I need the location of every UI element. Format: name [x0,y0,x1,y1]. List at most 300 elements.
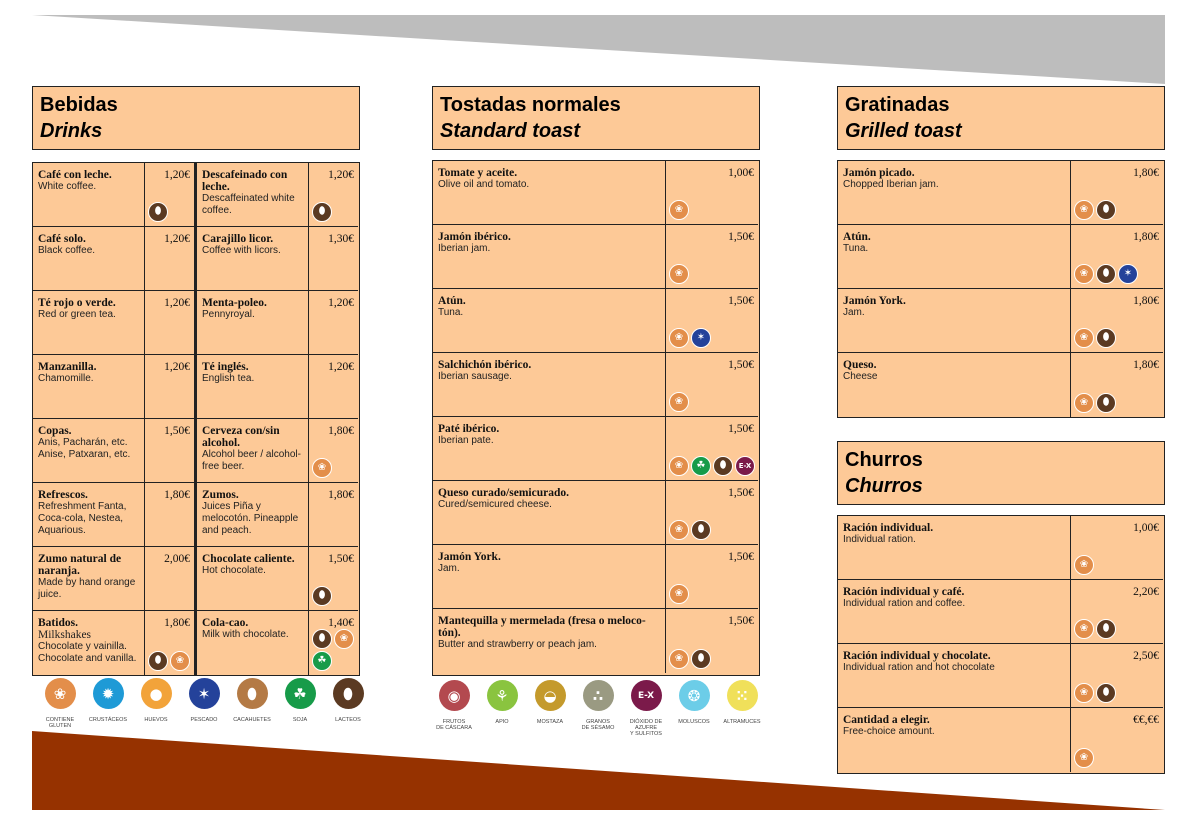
item-name-text: Té rojo o verde. [38,297,116,309]
item-description: Anis, Pacharán, etc. Anise, Patxaran, etc. [38,437,131,460]
item-name-text: Chocolate caliente. [202,553,295,565]
menu-item [838,225,1071,289]
menu-item [145,547,197,611]
item-name [38,553,142,601]
item-name-text: Menta-poleo. [202,297,267,309]
item-name-text: Carajillo licor. [202,233,274,245]
menu-item [145,611,197,675]
item-name [38,169,142,193]
item-name-text: Jamón ibérico. [438,231,511,243]
item-description: Alcohol beer / alcohol-free beer. [202,449,301,472]
gluten-icon: ❀ [170,651,190,671]
item-price: 1,80€ [328,489,354,501]
menu-item [33,611,145,675]
legend-item [622,680,670,737]
allergen-icons [669,264,758,284]
sulf-icon: E-X [735,456,755,476]
item-name-text: Salchichón ibérico. [438,359,532,371]
item-description: Tuna. [438,307,464,318]
allergen-icons [1074,328,1163,348]
crustacean-icon: ✹ [93,678,124,709]
menu-item [433,353,666,417]
item-description: Jam. [438,563,460,574]
menu-item [433,545,666,609]
item-description: Chocolate y vainilla. Chocolate and vanilla. [38,641,137,664]
item-price: 1,00€ [728,167,754,179]
sesame-icon: ∴ [583,680,614,711]
menu-item [838,708,1071,772]
legend-label: LACTEOS [335,717,361,723]
item-price: 1,30€ [328,233,354,245]
fish-icon: ✶ [1118,264,1138,284]
allergen-icons [669,649,758,669]
menu-item [197,227,309,291]
menu-item [838,516,1071,580]
legend-item [430,680,478,737]
item-name [438,487,663,511]
item-description: Descaffeinated white coffee. [202,193,295,216]
item-description: Olive oil and tomato. [438,179,530,190]
bebidas-title: Bebidas [40,94,118,116]
milk-icon: ⬮ [1096,683,1116,703]
item-name-text: Té inglés. [202,361,249,373]
item-name [202,489,306,537]
menu-item [145,419,197,483]
item-desc-serif: Milkshakes [38,629,92,641]
gluten-icon: ❀ [45,678,76,709]
item-name [38,297,142,321]
item-price: 1,80€ [164,617,190,629]
gluten-icon: ❀ [1074,393,1094,413]
milk-icon: ⬮ [333,678,364,709]
legend-item [180,678,228,729]
item-name-text: Zumo natural de naranja. [38,553,122,577]
item-description: Individual ration and coffee. [843,598,966,609]
item-price: 1,50€ [728,487,754,499]
milk-icon: ⬮ [312,629,332,649]
gratinadas-table [837,160,1165,418]
item-name-text: Queso. [843,359,877,371]
item-name [202,617,306,641]
allergen-icons [669,520,758,540]
legend-item [228,678,276,729]
item-description: Cheese [843,371,878,382]
bebidas-subtitle: Drinks [40,120,103,142]
allergen-icons [1074,619,1163,639]
item-price: 1,20€ [164,297,190,309]
item-name [438,551,663,575]
item-description: Black coffee. [38,245,96,256]
soy-icon: ☘ [691,456,711,476]
item-name-text: Ración individual y chocolate. [843,650,991,662]
menu-item [197,419,309,483]
allergen-icons [669,328,758,348]
milk-icon: ⬮ [148,202,168,222]
legend-item [324,678,372,729]
menu-item [1071,516,1163,580]
menu-item [145,227,197,291]
churros-table [837,515,1165,774]
menu-item [1071,708,1163,772]
item-name-text: Atún. [438,295,466,307]
fish-icon: ✶ [691,328,711,348]
milk-icon: ⬮ [148,651,168,671]
legend-item [36,678,84,729]
item-name-text: Descafeinado con leche. [202,169,288,193]
item-price: 1,80€ [1133,167,1159,179]
egg-icon: ● [141,678,172,709]
item-price: 1,20€ [328,169,354,181]
item-price: 1,20€ [328,297,354,309]
menu-item [433,225,666,289]
item-price: 1,20€ [164,361,190,373]
fish-icon: ✶ [189,678,220,709]
item-name-text: Paté ibérico. [438,423,500,435]
allergen-icons [312,458,358,478]
menu-item [309,291,358,355]
item-name [202,169,306,217]
item-name [843,167,1068,191]
menu-item [433,481,666,545]
gluten-icon: ❀ [1074,619,1094,639]
item-name [843,650,1068,674]
bebidas-table [32,162,360,676]
item-price: 1,20€ [328,361,354,373]
menu-item [145,483,197,547]
menu-item [838,353,1071,417]
gluten-icon: ❀ [669,392,689,412]
menu-item [838,580,1071,644]
allergen-icons [669,392,758,412]
milk-icon: ⬮ [1096,328,1116,348]
menu-item [666,481,758,545]
legend-label: HUEVOS [144,717,168,723]
item-description: Juices Piña y melocotón. Pineapple and peach. [202,501,299,536]
legend-item [574,680,622,737]
item-description: White coffee. [38,181,97,192]
item-price: 1,80€ [328,425,354,437]
item-price: 1,00€ [1133,522,1159,534]
item-name [843,714,1068,738]
gluten-icon: ❀ [312,458,332,478]
allergen-icons [1074,748,1163,768]
legend-item [132,678,180,729]
legend-item [718,680,766,737]
allergen-icons [669,456,758,476]
menu-item [145,163,197,227]
menu-item [309,419,358,483]
allergen-icons [1074,555,1163,575]
gluten-icon: ❀ [669,456,689,476]
gluten-icon: ❀ [669,328,689,348]
item-name-text: Tomate y aceite. [438,167,518,179]
menu-item [197,611,309,675]
item-price: 1,20€ [164,233,190,245]
tostadas-subtitle: Standard toast [440,120,581,142]
item-description: English tea. [202,373,255,384]
item-price: 1,40€ [328,617,354,629]
gluten-icon: ❀ [669,520,689,540]
item-description: Iberian jam. [438,243,491,254]
legend-label: SOJA [292,717,308,723]
allergen-icons [1074,200,1163,220]
legend-label: CRUSTÁCEOS [88,717,128,723]
item-description: Coffee with licors. [202,245,281,256]
menu-item [666,609,758,673]
tostadas-header [432,86,760,150]
item-price: 1,50€ [728,615,754,627]
menu-item [1071,644,1163,708]
item-name-text: Jamón picado. [843,167,915,179]
menu-item [309,355,358,419]
item-name-text: Ración individual y café. [843,586,965,598]
item-name [202,425,306,473]
menu-item [197,291,309,355]
menu-item [33,227,145,291]
allergen-legend-left [36,678,372,729]
allergen-icons [312,629,358,671]
item-name-text: Refrescos. [38,489,88,501]
legend-label: MOLUSCOS [678,719,710,725]
menu-item [33,355,145,419]
gratinadas-header [837,86,1165,150]
allergen-icons [312,586,358,606]
allergen-icons [1074,683,1163,703]
menu-item [1071,289,1163,353]
legend-label: FRUTOS DE CÁSCARA [436,719,472,731]
gluten-icon: ❀ [1074,748,1094,768]
item-description: Cured/semicured cheese. [438,499,552,510]
item-name [438,423,663,447]
legend-label: MOSTAZA [536,719,564,725]
legend-item [526,680,574,737]
menu-item [433,161,666,225]
menu-item [309,547,358,611]
item-name [202,361,306,385]
item-name [438,231,663,255]
item-description: Tuna. [843,243,869,254]
nuts-icon: ◉ [439,680,470,711]
legend-label: CONTIENE GLUTEN [45,717,75,729]
menu-item [433,417,666,481]
item-price: 1,80€ [164,489,190,501]
gluten-icon: ❀ [1074,200,1094,220]
menu-item [197,483,309,547]
allergen-legend-middle [430,680,766,737]
gratinadas-subtitle: Grilled toast [845,120,962,142]
item-name [38,489,142,537]
legend-item [84,678,132,729]
allergen-icons [312,202,358,222]
item-name [438,359,663,383]
item-name [843,522,1068,546]
item-name-text: Café con leche. [38,169,112,181]
item-name [843,359,1068,383]
menu-item [433,289,666,353]
item-name-text: Copas. [38,425,72,437]
item-description: Iberian pate. [438,435,494,446]
item-name-text: Zumos. [202,489,239,501]
menu-item [666,417,758,481]
item-name-text: Manzanilla. [38,361,97,373]
item-name [38,361,142,385]
allergen-icons [148,202,194,222]
item-name [38,617,142,665]
item-name-text: Cantidad a elegir. [843,714,930,726]
item-name-text: Cola-cao. [202,617,249,629]
menu-item [1071,161,1163,225]
item-description: Individual ration. [843,534,916,545]
item-name-text: Queso curado/semicurado. [438,487,569,499]
soy-icon: ☘ [312,651,332,671]
item-price: 1,20€ [164,169,190,181]
soy-icon: ☘ [285,678,316,709]
item-price: 1,50€ [728,295,754,307]
menu-item [1071,580,1163,644]
item-description: Butter and strawberry or peach jam. [438,639,597,650]
mustard-icon: ◒ [535,680,566,711]
tostadas-table [432,160,760,676]
gluten-icon: ❀ [1074,264,1094,284]
churros-header [837,441,1165,505]
gluten-icon: ❀ [1074,328,1094,348]
allergen-icons [148,651,194,671]
item-description: Red or green tea. [38,309,116,320]
menu-item [666,289,758,353]
item-description: Chopped Iberian jam. [843,179,939,190]
item-description: Hot chocolate. [202,565,266,576]
item-name [38,233,142,257]
churros-subtitle: Churros [845,475,923,497]
item-price: 1,50€ [728,359,754,371]
bebidas-header [32,86,360,150]
item-name [202,297,306,321]
gratinadas-title: Gratinadas [845,94,950,116]
allergen-icons [1074,264,1163,284]
peanut-icon: ⬮ [237,678,268,709]
menu-item [33,483,145,547]
milk-icon: ⬮ [713,456,733,476]
item-price: €€,€€ [1133,714,1159,726]
item-price: 1,80€ [1133,231,1159,243]
item-description: Made by hand orange juice. [38,577,136,600]
menu-item [1071,353,1163,417]
sulfite-icon: E-X [631,680,662,711]
milk-icon: ⬮ [1096,619,1116,639]
item-name [38,425,142,461]
item-price: 1,80€ [1133,295,1159,307]
menu-item [33,291,145,355]
item-price: 2,00€ [164,553,190,565]
menu-item [309,227,358,291]
top-gray-band [32,15,1165,84]
item-name [202,553,306,577]
milk-icon: ⬮ [1096,200,1116,220]
gluten-icon: ❀ [669,649,689,669]
gluten-icon: ❀ [1074,555,1094,575]
item-name [438,167,663,191]
gluten-icon: ❀ [1074,683,1094,703]
item-name-text: Mantequilla y mermelada (fresa o meloco-tón). [438,615,646,639]
item-name-text: Batidos. [38,617,78,629]
menu-item [838,161,1071,225]
menu-item [1071,225,1163,289]
item-description: Refreshment Fanta, Coca-cola, Nestea, Aquarious. [38,501,127,536]
legend-item [276,678,324,729]
milk-icon: ⬮ [1096,264,1116,284]
item-name [843,295,1068,319]
menu-item [309,483,358,547]
item-price: 1,50€ [728,423,754,435]
item-price: 2,20€ [1133,586,1159,598]
menu-item [838,644,1071,708]
milk-icon: ⬮ [312,586,332,606]
menu-item [33,163,145,227]
item-price: 1,80€ [1133,359,1159,371]
menu-item [309,163,358,227]
gluten-icon: ❀ [669,200,689,220]
menu-item [666,161,758,225]
menu-item [666,225,758,289]
mollusc-icon: ❂ [679,680,710,711]
menu-item [33,419,145,483]
gluten-icon: ❀ [669,264,689,284]
milk-icon: ⬮ [691,649,711,669]
item-price: 1,50€ [328,553,354,565]
item-description: Iberian sausage. [438,371,512,382]
item-name [438,295,663,319]
legend-item [478,680,526,737]
item-name [438,615,663,651]
menu-item [197,355,309,419]
item-description: Free-choice amount. [843,726,935,737]
item-price: 2,50€ [1133,650,1159,662]
menu-item [309,611,358,675]
item-name-text: Cerveza con/sin alcohol. [202,425,280,449]
menu-item [145,355,197,419]
menu-item [197,547,309,611]
legend-label: GRANOS DE SÉSAMO [581,719,615,731]
celery-icon: ⚘ [487,680,518,711]
menu-item [33,547,145,611]
item-name-text: Café solo. [38,233,86,245]
item-price: 1,50€ [728,231,754,243]
allergen-icons [1074,393,1163,413]
allergen-icons [669,584,758,604]
item-description: Pennyroyal. [202,309,255,320]
milk-icon: ⬮ [691,520,711,540]
menu-item [838,289,1071,353]
item-name-text: Ración individual. [843,522,934,534]
milk-icon: ⬮ [1096,393,1116,413]
legend-label: ALTRAMUCES [723,719,761,725]
menu-item [197,163,309,227]
item-description: Milk with chocolate. [202,629,289,640]
item-price: 1,50€ [728,551,754,563]
gluten-icon: ❀ [334,629,354,649]
lupin-icon: ⁙ [727,680,758,711]
menu-item [145,291,197,355]
legend-label: CACAHUETES [233,717,271,723]
milk-icon: ⬮ [312,202,332,222]
legend-item [670,680,718,737]
item-name [843,231,1068,255]
item-description: Chamomille. [38,373,94,384]
legend-label: APIO [495,719,509,725]
tostadas-title: Tostadas normales [440,94,621,116]
item-description: Individual ration and hot chocolate [843,662,995,673]
item-description: Jam. [843,307,865,318]
